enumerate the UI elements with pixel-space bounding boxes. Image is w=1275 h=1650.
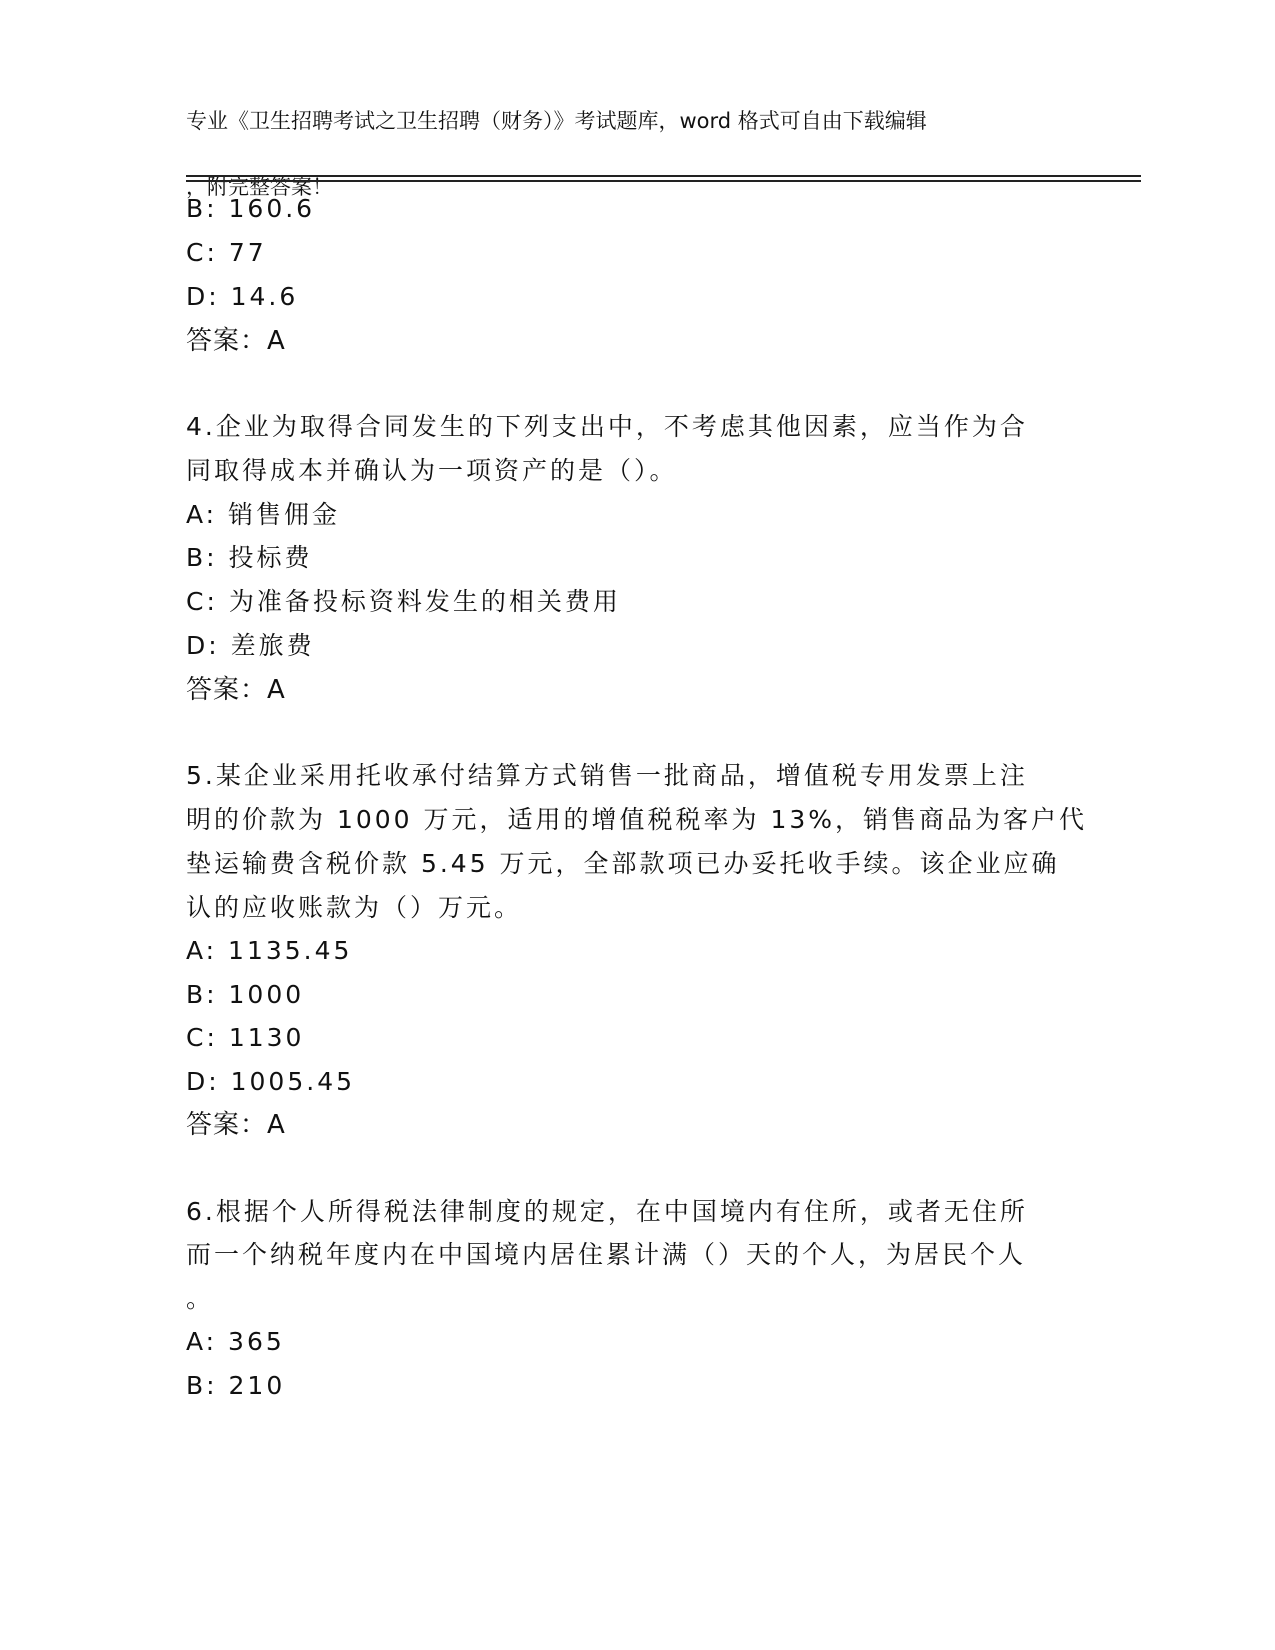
answer-line: 答案：A — [186, 326, 286, 356]
question-6-stem: 6.根据个人所得税法律制度的规定，在中国境内有住所，或者无住所 — [186, 1197, 1028, 1226]
question-5-stem: 明的价款为 1000 万元，适用的增值税税率为 13%，销售商品为客户代 — [186, 805, 1088, 834]
question-6-stem: 而一个纳税年度内在中国境内居住累计满（）天的个人，为居民个人 — [186, 1240, 1027, 1269]
header-rule — [186, 175, 1141, 177]
option-b: B: 210 — [186, 1371, 286, 1400]
question-4-stem: 同取得成本并确认为一项资产的是（）。 — [186, 456, 678, 485]
header-line: ，附完整答案！ — [186, 175, 333, 199]
document-header — [186, 72, 1086, 237]
option-a: A: 销售佣金 — [186, 500, 341, 529]
option-b: B: 投标费 — [186, 543, 313, 572]
option-c: C: 77 — [186, 238, 267, 267]
option-d: D: 差旅费 — [186, 631, 315, 660]
answer-line: 答案：A — [186, 1110, 286, 1140]
header-line: 专业《卫生招聘考试之卫生招聘（财务）》考试题库，word 格式可自由下载编辑 — [186, 109, 927, 133]
option-a: A: 365 — [186, 1327, 285, 1356]
option-d: D: 14.6 — [186, 282, 299, 311]
question-4-stem: 4.企业为取得合同发生的下列支出中，不考虑其他因素，应当作为合 — [186, 412, 1028, 441]
option-c: C: 1130 — [186, 1023, 305, 1052]
option-b: B: 1000 — [186, 980, 305, 1009]
question-5-stem: 认的应收账款为（）万元。 — [186, 893, 523, 922]
answer-line: 答案：A — [186, 675, 286, 705]
option-c: C: 为准备投标资料发生的相关费用 — [186, 587, 621, 616]
option-d: D: 1005.45 — [186, 1067, 356, 1096]
question-5-stem: 5.某企业采用托收承付结算方式销售一批商品，增值税专用发票上注 — [186, 761, 1028, 790]
question-5-stem: 垫运输费含税价款 5.45 万元，全部款项已办妥托收手续。该企业应确 — [186, 849, 1060, 878]
option-b: B: 160.6 — [186, 194, 316, 223]
option-a: A: 1135.45 — [186, 936, 353, 965]
header-rule — [186, 180, 1141, 182]
question-6-stem: 。 — [186, 1284, 215, 1313]
